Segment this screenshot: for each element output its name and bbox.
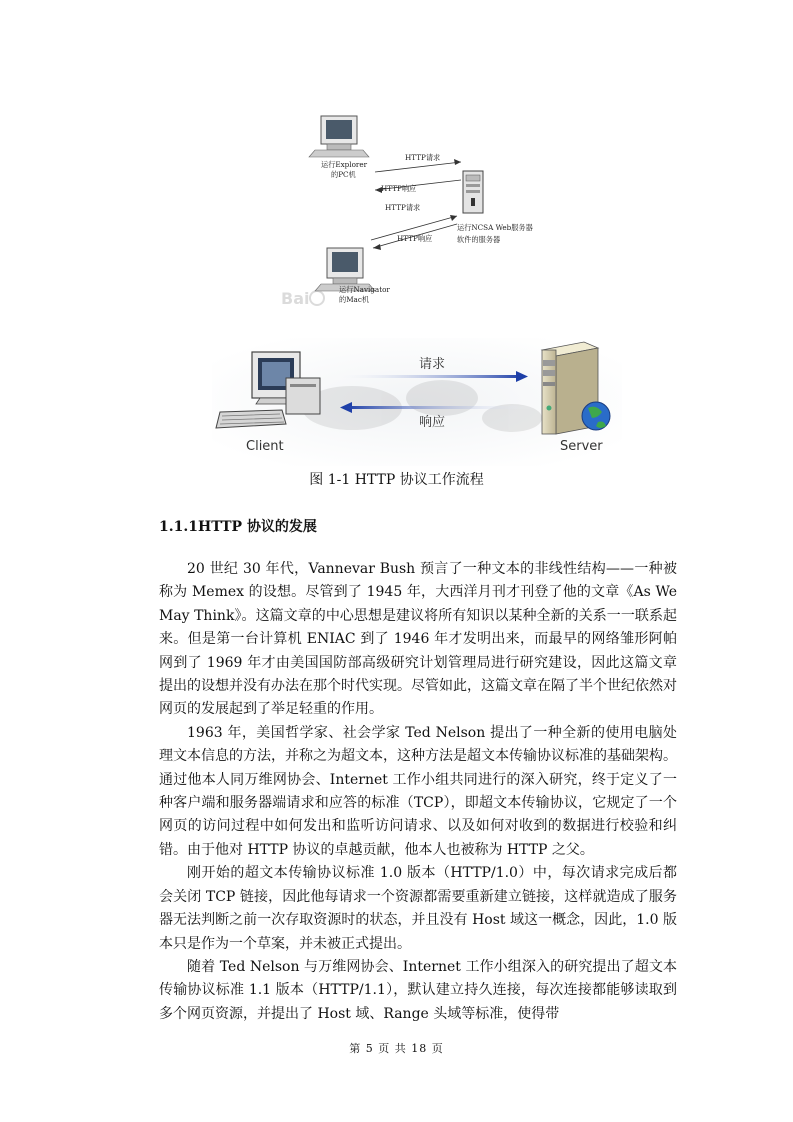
svg-text:Bai: Bai <box>281 289 310 308</box>
pc-label-line2: 的PC机 <box>331 170 356 179</box>
request-label: 请求 <box>419 357 446 372</box>
http-response-label-1: HTTP响应 <box>381 184 417 193</box>
page-number-footer: 第 5 页 共 18 页 <box>349 1042 444 1055</box>
pc-computer-icon <box>309 116 369 157</box>
paragraph: 1963 年，美国哲学家、社会学家 Ted Nelson 提出了一种全新的使用电脑处理文本信息的方法，并称之为超文本，这种方法是超文本传输协议标准的基础架构。通过他本人同万维网协会、Internet 工作小组共同进行的深入研究，终于定义了一种客户端和服务器端请求和应答的标准（TCP），即超文本传输协议，它规定了一个网页的访问过程中如何发出和监听访问请求、以及如何对收到的数据进行校验和纠错。由于他对 HTTP 协议的卓越贡献，他本人也被称为 HTTP 之父。 <box>159 724 677 858</box>
server-label: Server <box>560 439 603 454</box>
body-text <box>159 558 677 1026</box>
paragraph: 20 世纪 30 年代，Vannevar Bush 预言了一种文本的非线性结构——一种被称为 Memex 的设想。尽管到了 1945 年，大西洋月刊才刊登了他的文章《As We May Think》。这篇文章的中心思想是建议将所有知识以某种全新的关系一一联系起来。但是第一台计算机 ENIAC 到了 1946 年才发明出来，而最早的网络雏形阿帕网到了 1969 年才由美国国防部高级研究计划管理局进行研究建设，因此这篇文章提出的设想并没有办法在那个时代实现。尽管如此，这篇文章在隔了半个世纪依然对网页的发展起到了举足轻重的作用。 <box>159 561 677 718</box>
server-label-line1: 运行NCSA Web服务器 <box>457 223 533 232</box>
paragraph: 随着 Ted Nelson 与万维网协会、Internet 工作小组深入的研究提出了超文本传输协议标准 1.1 版本（HTTP/1.1），默认建立持久连接，每次连接都能够读取到多个网页资源，并提出了 Host 域、Range 头域等标准，使得带 <box>159 958 677 1022</box>
client-server-diagram <box>212 338 622 466</box>
watermark-logo <box>281 289 324 308</box>
paragraph: 刚开始的超文本传输协议标准 1.0 版本（HTTP/1.0）中，每次请求完成后都会关闭 TCP 链接，因此他每请求一个资源都需要重新建立链接，这样就造成了服务器无法判断之前一次存取资源时的状态，并且没有 Host 域这一概念，因此，1.0 版本只是作为一个草案，并未被正式提出。 <box>159 865 677 952</box>
pc-label-line1: 运行Explorer <box>321 160 368 169</box>
mac-label-line1: 运行Navigator <box>339 285 390 294</box>
http-response-label-2: HTTP响应 <box>397 234 433 243</box>
globe-icon <box>582 402 610 430</box>
figure-caption: 图 1-1 HTTP 协议工作流程 <box>309 472 484 488</box>
server-tower-icon <box>463 171 483 213</box>
http-request-label-1: HTTP请求 <box>405 153 441 162</box>
http-request-label-2: HTTP请求 <box>385 203 421 212</box>
mac-label-line2: 的Mac机 <box>339 295 370 304</box>
client-label: Client <box>246 439 284 454</box>
section-heading: 1.1.1HTTP 协议的发展 <box>159 519 317 535</box>
http-legacy-diagram <box>277 108 547 313</box>
server-label-line2: 软件的服务器 <box>457 235 501 244</box>
response-label: 响应 <box>419 415 446 430</box>
